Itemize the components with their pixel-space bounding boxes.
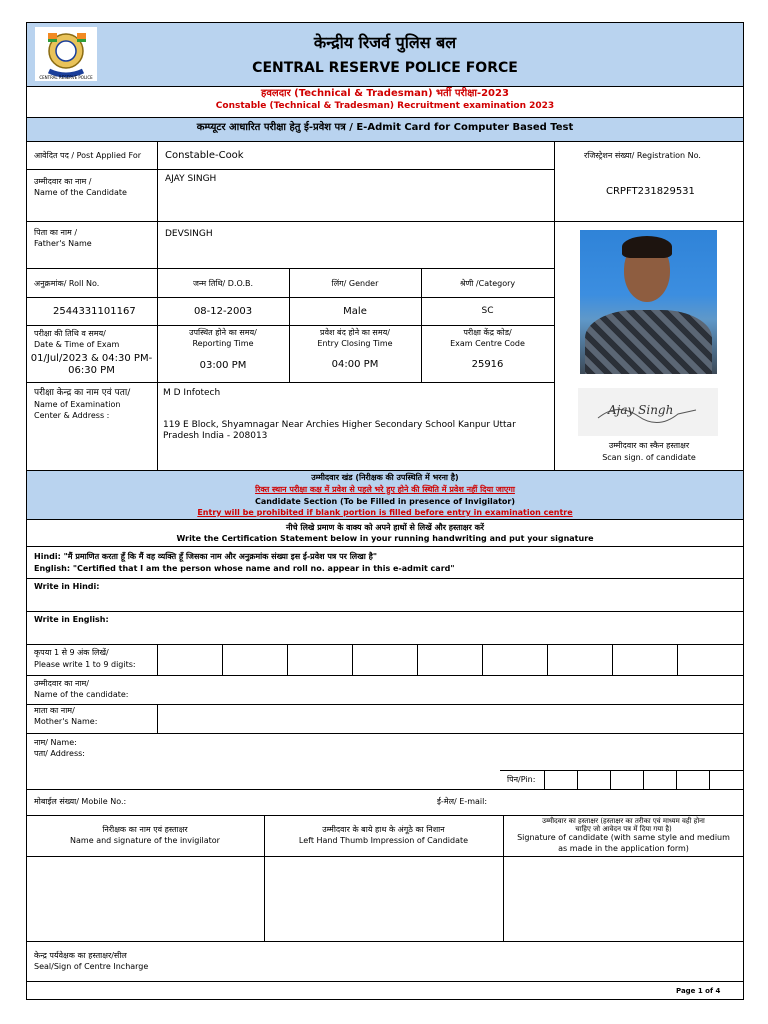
registration-label: रजिस्ट्रेशन संख्या/ Registration No.	[584, 151, 701, 160]
address-label: पता/ Address:	[34, 749, 85, 758]
father-name-value: DEVSINGH	[165, 229, 213, 239]
reporting-label-hi: उपस्थित होने का समय/	[189, 328, 257, 337]
father-name-label-en: Father's Name	[34, 239, 92, 248]
post-applied-value: Constable-Cook	[165, 150, 244, 161]
roll-no-value: 2544331101167	[53, 306, 136, 317]
centre-address-label-hi: परीक्षा केन्द्र का नाम एवं पता/	[34, 388, 131, 398]
gender-value: Male	[343, 306, 367, 317]
name-label: नाम/ Name:	[34, 738, 77, 747]
scanned-signature	[578, 388, 718, 436]
entry-closing-label-en: Entry Closing Time	[317, 339, 393, 348]
candidate-name-field-label-en: Name of the candidate:	[34, 690, 129, 699]
candidate-section-heading-hi: उम्मीदवार खंड (निरीक्षक की उपस्थिति में भरना है)	[311, 473, 459, 482]
candidate-sign-label-hi2: चाहिए जो आवेदन पत्र में दिया गया है)	[575, 825, 672, 833]
invigilator-label-en: Name and signature of the invigilator	[70, 836, 220, 845]
candidate-name-label-hi: उम्मीदवार का नाम /	[34, 177, 92, 186]
dob-value: 08-12-2003	[193, 306, 253, 317]
candidate-section-warning-hi: रिक्त स्थान परीक्षा कक्ष में प्रवेश से पहले भरे हुए होने की स्थिति में प्रवेश नहीं दिया जाएगा	[255, 485, 515, 494]
roll-no-label: अनुक्रमांक/ Roll No.	[34, 279, 100, 288]
invigilator-label-hi: निरीक्षक का नाम एवं हस्ताक्षर	[102, 825, 188, 834]
certification-statement-en: English: "Certified that I am the person whose name and roll no. appear in this e-admit card"	[34, 564, 455, 573]
email-label: ई-मेल/ E-mail:	[437, 797, 488, 806]
centre-address-line1: 119 E Block, Shyamnagar Near Archies Higher Secondary School Kanpur Uttar	[163, 420, 516, 430]
gender-label: लिंग/ Gender	[331, 279, 379, 288]
centre-code-label-hi: परीक्षा केंद्र कोड/	[463, 328, 512, 337]
candidate-sign-label-en2: as made in the application form)	[558, 844, 689, 853]
page-number: Page 1 of 4	[676, 987, 721, 995]
entry-closing-value: 04:00 PM	[331, 359, 379, 370]
write-in-hindi-label[interactable]: Write in Hindi:	[34, 582, 100, 591]
centre-code-value: 25916	[471, 359, 504, 370]
exam-name-hindi: हवलदार (Technical & Tradesman) भर्ती परीक्षा-2023	[261, 88, 509, 99]
entry-closing-label-hi: प्रवेश बंद होने का समय/	[320, 328, 390, 337]
father-name-label-hi: पिता का नाम /	[34, 228, 78, 237]
centre-code-label-en: Exam Centre Code	[450, 339, 525, 348]
admit-card-title: कम्प्यूटर आधारित परीक्षा हेतु ई-प्रवेश पत्र / E-Admit Card for Computer Based Test	[196, 122, 574, 133]
category-label: श्रेणी /Category	[459, 279, 516, 288]
logo-text: CENTRAL RESERVE POLICE	[39, 75, 93, 80]
exam-name-english: Constable (Technical & Tradesman) Recruitment examination 2023	[215, 101, 555, 111]
candidate-sign-label-en1: Signature of candidate (with same style and medium	[517, 833, 730, 842]
certification-instruction-hi: नीचे लिखे प्रमाण के वाक्य को अपने हाथों से लिखें और हस्ताक्षर करें	[286, 523, 484, 532]
title-hindi: केन्द्रीय रिजर्व पुलिस बल	[313, 33, 457, 52]
thumb-label-hi: उम्मीदवार के बाये हाथ के अंगूठे का निशान	[322, 825, 445, 834]
registration-value: CRPFT231829531	[606, 186, 695, 197]
candidate-sign-label-hi1: उम्मीदवार का हस्ताक्षर (हस्ताक्षर का तरीका एवं माध्यम वही होना	[542, 817, 705, 825]
candidate-section-warning-en: Entry will be prohibited if blank portion is filled before entry in examination centre	[197, 508, 573, 517]
mother-name-label-en: Mother's Name:	[34, 717, 98, 726]
digits-label-hi: कृपया 1 से 9 अंक लिखें/	[34, 648, 109, 657]
candidate-name-field-label-hi: उम्मीदवार का नाम/	[34, 679, 89, 688]
thumb-label-en: Left Hand Thumb Impression of Candidate	[298, 836, 469, 845]
centre-incharge-label-en: Seal/Sign of Centre Incharge	[34, 962, 149, 971]
centre-incharge-label-hi: केन्द्र पर्यवेक्षक का हस्ताक्षर/सील	[34, 951, 127, 960]
category-value: SC	[481, 306, 494, 316]
exam-date-label-hi: परीक्षा की तिथि व समय/	[34, 329, 106, 338]
certification-instruction-en: Write the Certification Statement below in your running handwriting and put your signature	[176, 534, 594, 543]
digits-label-en: Please write 1 to 9 digits:	[34, 660, 136, 669]
post-applied-label: आवेदित पद / Post Applied For	[34, 151, 142, 160]
centre-address-label-en1: Name of Examination	[34, 400, 121, 409]
scan-sign-label-en: Scan sign. of candidate	[602, 453, 696, 462]
exam-date-label-en: Date & Time of Exam	[34, 340, 120, 349]
exam-date-value-line2: 06:30 PM	[68, 365, 115, 376]
certification-statement-hi: Hindi: "मैं प्रमाणित करता हूँ कि मैं वह व्यक्ति हूँ जिसका नाम और अनुक्रमांक संख्या इस ई-प्रवेश पत्र पर लिखा है"	[34, 552, 378, 561]
reporting-label-en: Reporting Time	[192, 339, 254, 348]
reporting-time-value: 03:00 PM	[199, 360, 247, 371]
dob-label: जन्म तिथि/ D.O.B.	[192, 279, 254, 288]
candidate-name-value: AJAY SINGH	[165, 174, 217, 184]
centre-address-label-en2: Center & Address :	[34, 411, 110, 420]
candidate-section-heading-en: Candidate Section (To be Filled in presence of Invigilator)	[254, 497, 516, 506]
mother-name-label-hi: माता का नाम/	[34, 706, 75, 715]
write-in-english-label[interactable]: Write in English:	[34, 615, 109, 624]
signature-text: Ajay Singh	[608, 403, 674, 417]
pin-label: पिन/Pin:	[507, 775, 536, 784]
centre-address-line2: Pradesh India - 208013	[163, 431, 268, 441]
title-english: CENTRAL RESERVE POLICE FORCE	[252, 60, 518, 76]
centre-name-value: M D Infotech	[163, 388, 221, 398]
scan-sign-label-hi: उम्मीदवार का स्कैन हस्ताक्षर	[608, 441, 690, 450]
candidate-name-label-en: Name of the Candidate	[34, 188, 127, 197]
mobile-label: मोबाईल संख्या/ Mobile No.:	[34, 797, 127, 806]
candidate-photo	[580, 230, 717, 374]
exam-date-value-line1: 01/Jul/2023 & 04:30 PM-	[30, 353, 153, 364]
